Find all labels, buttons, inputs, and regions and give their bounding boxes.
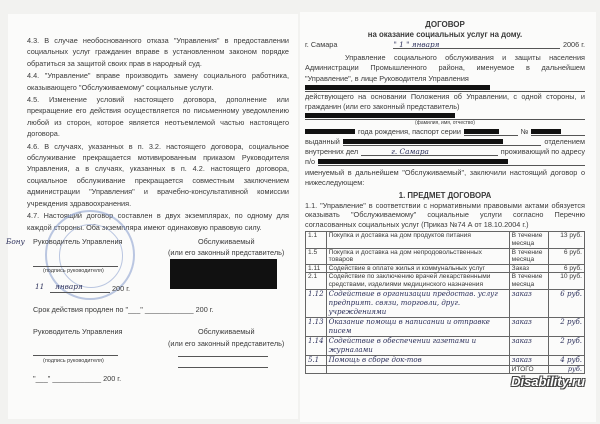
service-description: Содействие по заключению врачей лекарственными средствами, изделиями медицинского назначения bbox=[326, 273, 509, 289]
clause-1-1: 1.1. "Управление" в соответствии с нормативными правовыми актами обязуется оказывать "Обслуживаемому" социальные услуги согласно Перечню согласованных социальных услуг (Приказ №74 А от 18.10.2004 г.) bbox=[305, 200, 585, 229]
service-period: заказ bbox=[509, 317, 549, 336]
dept-label: отделением bbox=[544, 136, 585, 146]
section-heading: 1. ПРЕДМЕТ ДОГОВОРА bbox=[398, 190, 492, 200]
service-description: Покупка и доставка на дом продуктов питания bbox=[326, 232, 509, 248]
birth-label: года рождения, паспорт серии bbox=[358, 126, 461, 136]
service-price: 6 руб. bbox=[549, 289, 585, 317]
redacted-signature bbox=[170, 259, 277, 289]
service-number: 1.11 bbox=[306, 264, 327, 273]
redacted-passport-no bbox=[531, 129, 561, 134]
extension-line: Срок действия продлен по "___" ____________ 200 г. bbox=[33, 305, 214, 314]
service-price: 2 руб. bbox=[549, 336, 585, 355]
intro-paragraph: Управление социального обслуживания и защиты населения Администрации Промышленного района, именуемое в дальнейшем "Управление", в лице Руководителя Управления bbox=[305, 53, 585, 83]
service-period: В течение месяца bbox=[509, 273, 549, 289]
redacted-passport bbox=[464, 129, 499, 134]
redacted-name bbox=[305, 85, 490, 90]
sign-caption: (подпись руководителя) bbox=[43, 268, 104, 274]
passport-no-label: № bbox=[520, 126, 529, 136]
table-row bbox=[306, 248, 585, 264]
clause-4-4: 4.4. "Управление" вправе производить замену социального работника, оказывающего "Обслуживаемому" социальные услуги. bbox=[27, 71, 289, 92]
right-content bbox=[305, 20, 585, 389]
service-price: 10 руб. bbox=[549, 273, 585, 289]
service-period: Заказ bbox=[509, 264, 549, 273]
service-period: заказ bbox=[509, 355, 549, 365]
date-day: 11 bbox=[35, 282, 45, 291]
head-label: Руководитель Управления bbox=[33, 237, 123, 246]
doc-title: ДОГОВОР bbox=[425, 20, 465, 29]
service-period: В течение месяца bbox=[509, 248, 549, 264]
total-row bbox=[306, 365, 585, 374]
left-clauses bbox=[27, 35, 289, 233]
internal-label: внутренних дел bbox=[305, 147, 359, 157]
named-paragraph: именуемый в дальнейшем "Обслуживаемый", заключили настоящий договор о нижеследующем: bbox=[305, 167, 585, 187]
watermark: Disability.ru bbox=[511, 374, 585, 390]
signature-line-2 bbox=[33, 355, 118, 356]
service-description: Содействие в оплате жилья и коммунальных услуг bbox=[326, 264, 509, 273]
birth-row bbox=[305, 127, 585, 137]
doc-subtitle: на оказание социальных услуг на дому. bbox=[367, 30, 523, 39]
service-number: 2.1 bbox=[306, 273, 327, 289]
date-line bbox=[50, 292, 110, 293]
fio-caption: (фамилия, имя, отчество) bbox=[415, 120, 475, 127]
service-number: 1.12 bbox=[306, 289, 327, 317]
issued-label: выданный bbox=[305, 136, 340, 146]
clause-4-5: 4.5. Изменение условий настоящего договора, дополнение или прекращение его действия осуществляется по письменному уведомлению любой из сторон, которое является неотъемлемой частью настоящего договора. bbox=[27, 95, 289, 139]
service-price: 2 руб. bbox=[549, 317, 585, 336]
table-row bbox=[306, 264, 585, 273]
service-period: заказ bbox=[509, 336, 549, 355]
service-description: Содействие в обеспечении газетами и журналами bbox=[326, 336, 509, 355]
head-label-2: Руководитель Управления bbox=[33, 327, 123, 336]
living-label: проживающий по адресу bbox=[500, 147, 585, 157]
clause-4-6: 4.6. В случаях, указанных в п. 3.2. настоящего договора, социальное обслуживание прекращается мотивированным приказом Руководителя Управления, а в случаях, указанных в п. 4.2. настоящего договора, социальное обслуживание прекращается совместным заключением администрации "Управления" и врачебно-консультативной комиссии учреждения здравоохранения. bbox=[27, 141, 289, 208]
city-handwritten: г. Самара bbox=[391, 148, 429, 156]
citizen-name-row bbox=[305, 112, 585, 120]
service-price: 13 руб. bbox=[549, 232, 585, 248]
service-description: Покупка и доставка на дом непродовольственных товаров bbox=[326, 248, 509, 264]
client-label: Обслуживаемый bbox=[198, 237, 255, 246]
date-month: января bbox=[55, 282, 83, 291]
service-number: 5.1 bbox=[306, 355, 327, 365]
intro-paragraph-2: действующего на основании Положения об Управлении, с одной стороны, и гражданин (или его законный представитель) bbox=[305, 91, 585, 112]
service-price: 6 руб. bbox=[549, 248, 585, 264]
table-row bbox=[306, 336, 585, 355]
table-row bbox=[306, 317, 585, 336]
redacted-birth bbox=[305, 129, 355, 134]
city: г. Самара bbox=[305, 40, 338, 49]
margin-note: Бону bbox=[6, 237, 25, 246]
service-description: Содействие в организации предостав. услуг предприят. связи, торговли, друг. учреждениями bbox=[326, 289, 509, 317]
table-row bbox=[306, 289, 585, 317]
redacted-issuer bbox=[343, 139, 503, 144]
table-row bbox=[306, 273, 585, 289]
sign-caption-2: (подпись руководителя) bbox=[43, 358, 104, 364]
client-signature-line bbox=[178, 356, 268, 357]
client-label-2: Обслуживаемый bbox=[198, 327, 255, 336]
date-line-2: "___" ____________ 200 г. bbox=[33, 374, 122, 383]
contract-year: 2006 г. bbox=[562, 40, 585, 49]
address-prefix: п/о bbox=[305, 157, 316, 167]
head-name-row bbox=[305, 84, 585, 92]
clause-4-7: 4.7. Настоящий договор составлен в двух экземплярах, по одному для каждой стороны. Оба экземпляра имеют одинаковую правовую силу. bbox=[27, 211, 289, 232]
issued-row bbox=[305, 137, 585, 147]
service-period: заказ bbox=[509, 289, 549, 317]
service-price: 6 руб. bbox=[549, 264, 585, 273]
internal-row bbox=[305, 147, 585, 157]
service-number: 1.14 bbox=[306, 336, 327, 355]
client-name-line bbox=[178, 367, 268, 368]
address-row bbox=[305, 157, 585, 167]
service-number: 1.1 bbox=[306, 232, 327, 248]
city-date-row bbox=[305, 40, 585, 50]
redacted-address bbox=[318, 159, 508, 164]
empty-cell bbox=[306, 365, 327, 374]
empty-cell bbox=[326, 365, 509, 374]
service-description: Помощь в сборе док-тов bbox=[326, 355, 509, 365]
service-price: 4 руб. bbox=[549, 355, 585, 365]
clause-4-3: 4.3. В случае необоснованного отказа "Управления" в предоставлении социальных услуг гражданин вправе в установленном законом порядке обратиться за защитой своих прав в народный суд. bbox=[27, 36, 289, 68]
service-number: 1.13 bbox=[306, 317, 327, 336]
table-row bbox=[306, 355, 585, 365]
redacted-citizen bbox=[305, 113, 455, 118]
table-row bbox=[306, 232, 585, 248]
client-rep-label: (или его законный представитель) bbox=[168, 248, 285, 257]
date-year: 200 г. bbox=[112, 284, 130, 293]
service-number: 1.5 bbox=[306, 248, 327, 264]
contract-date: " 1 " января bbox=[393, 41, 440, 49]
total-label: ИТОГО bbox=[509, 365, 549, 374]
service-description: Оказание помощи в написании и отправке писем bbox=[326, 317, 509, 336]
services-table bbox=[305, 231, 585, 374]
client-rep-label-2: (или его законный представитель) bbox=[168, 339, 285, 348]
service-period: В течение месяца bbox=[509, 232, 549, 248]
total-value: руб. bbox=[549, 365, 585, 374]
